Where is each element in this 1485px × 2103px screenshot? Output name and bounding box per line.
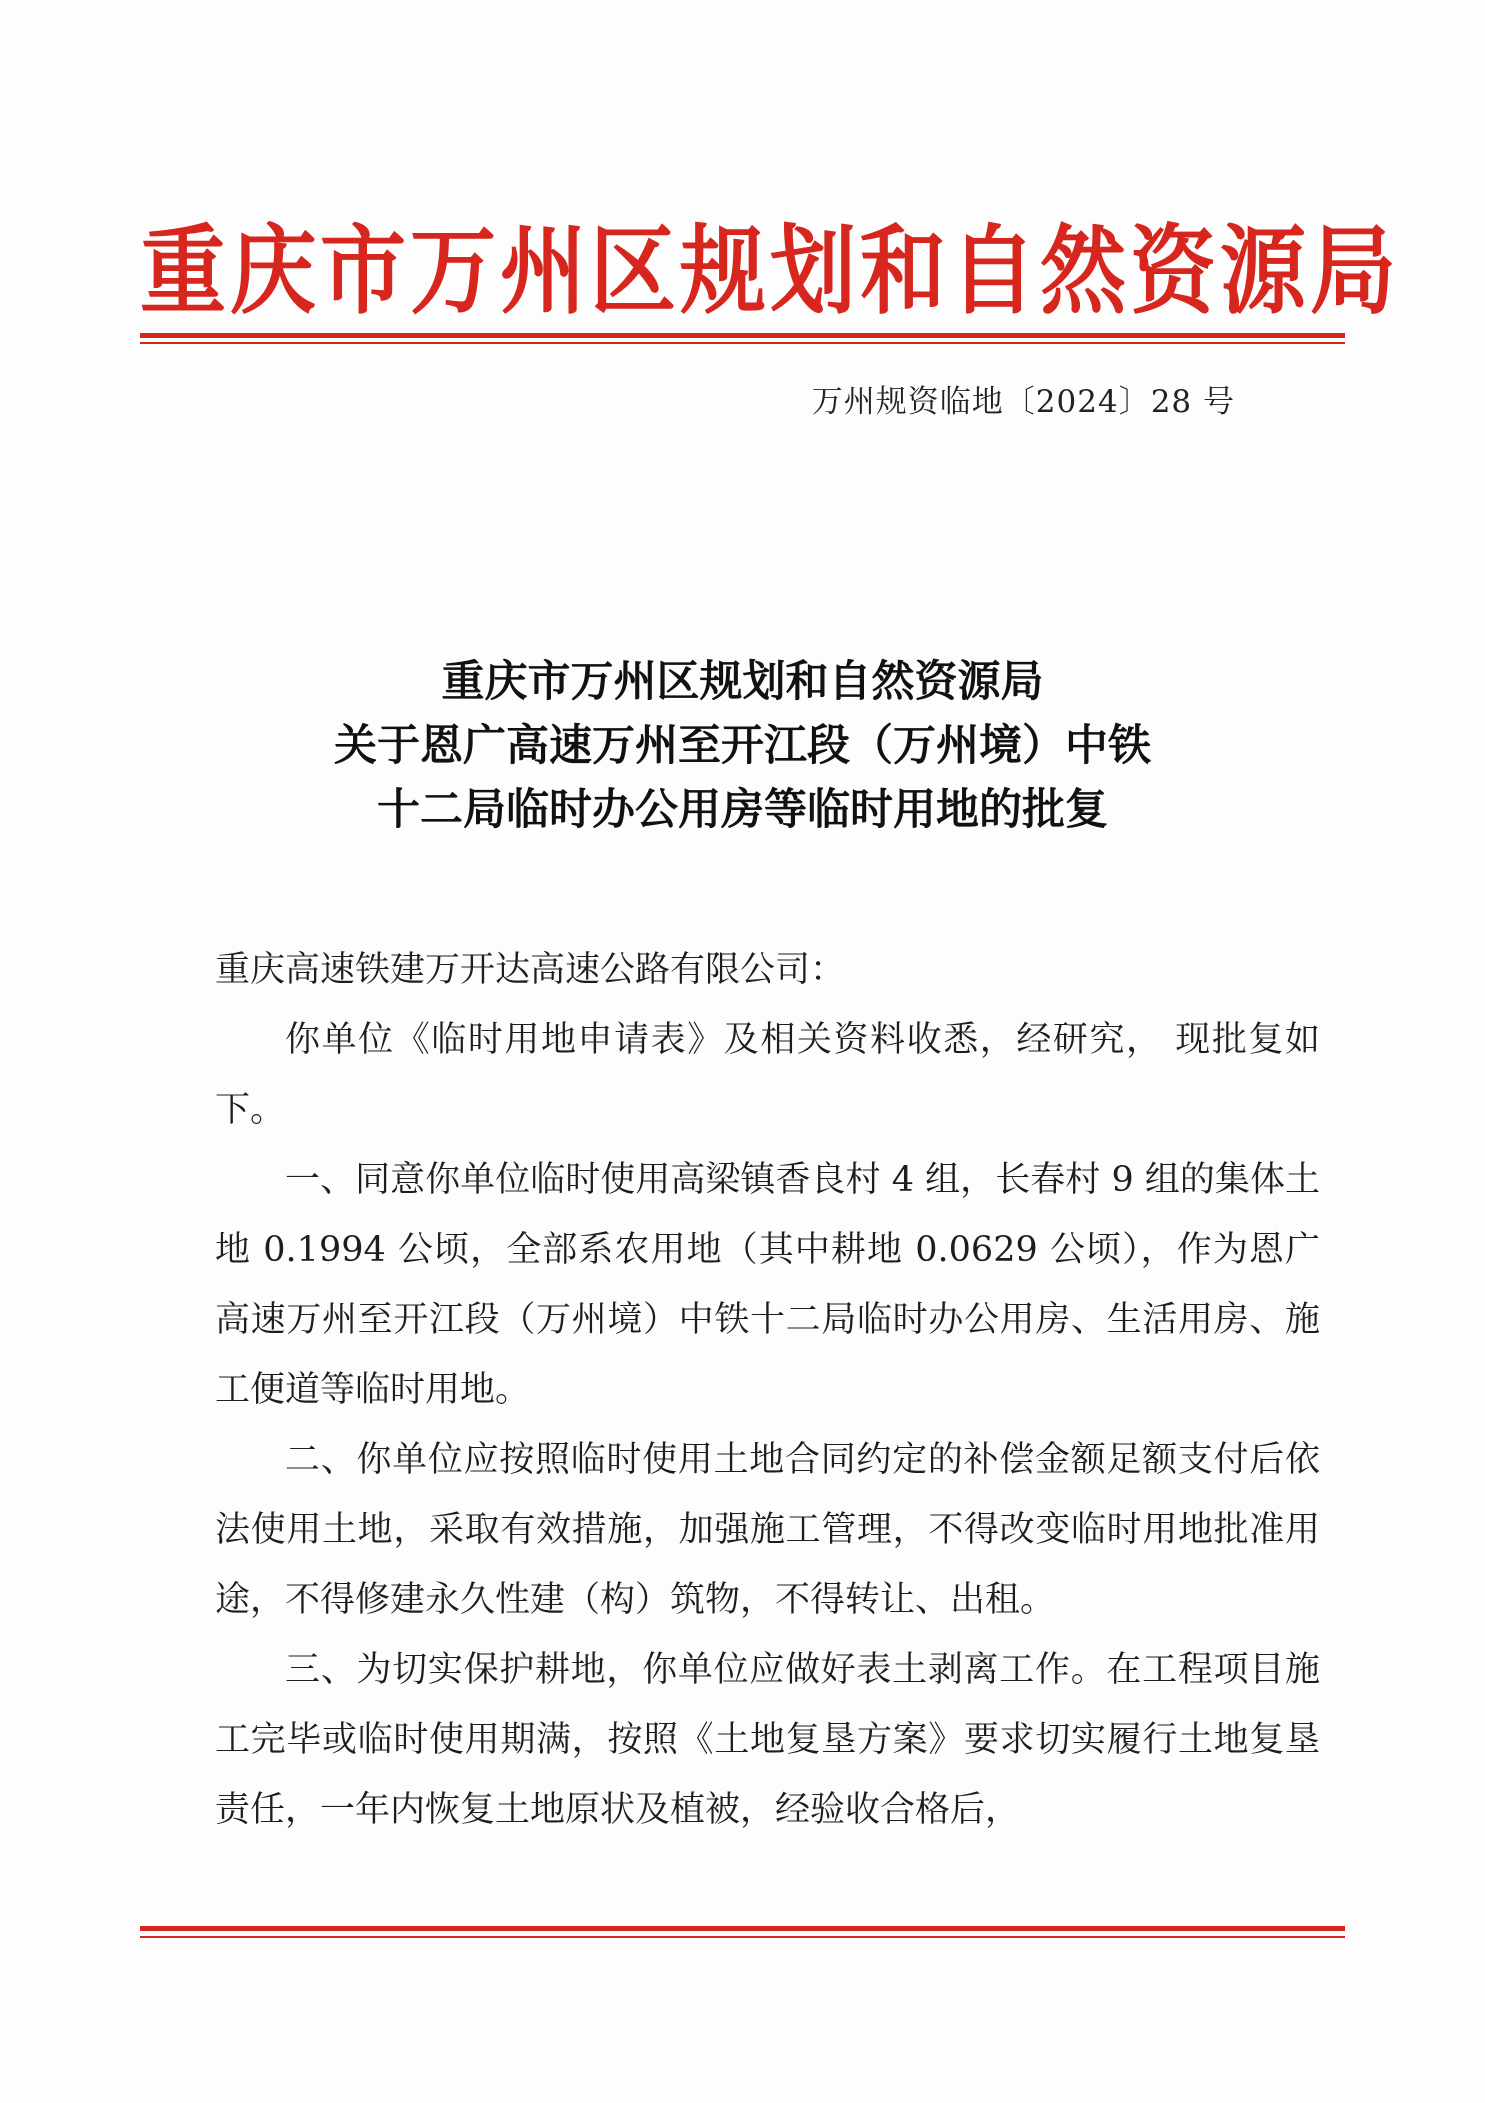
document-body [215, 935, 1320, 1845]
title-line-2: 关于恩广高速万州至开江段（万州境）中铁 [334, 721, 1151, 771]
masthead-rule-thick [140, 333, 1345, 338]
agency-masthead: 重庆市万州区规划和自然资源局 [140, 215, 1400, 329]
paragraph-intro: 你单位《临时用地申请表》及相关资料收悉，经研究， 现批复如下。 [215, 1020, 1320, 1130]
footer-rule-thick [140, 1926, 1345, 1931]
paragraph-item-1: 一、同意你单位临时使用高梁镇香良村 4 组，长春村 9 组的集体土地 0.1994 公顷，全部系农用地（其中耕地 0.0629 公顷），作为恩广高速万州至开江段（万州境）中铁十二局临时办公用房、生活用房、施工便道等临时用地。 [215, 1160, 1320, 1410]
addressee: 重庆高速铁建万开达高速公路有限公司： [215, 950, 846, 990]
paragraph-item-3: 三、为切实保护耕地，你单位应做好表土剥离工作。在工程项目施工完毕或临时使用期满，按照《土地复垦方案》要求切实履行土地复垦责任，一年内恢复土地原状及植被，经验收合格后， [215, 1650, 1320, 1830]
title-line-1: 重庆市万州区规划和自然资源局 [441, 657, 1044, 707]
document-title [160, 650, 1325, 842]
paragraph-item-2: 二、你单位应按照临时使用土地合同约定的补偿金额足额支付后依法使用土地，采取有效措施，加强施工管理，不得改变临时用地批准用途，不得修建永久性建（构）筑物，不得转让、出租。 [215, 1440, 1320, 1620]
document-number: 万州规资临地〔2024〕28 号 [811, 384, 1235, 420]
masthead-rule-thin [140, 342, 1345, 344]
title-line-3: 十二局临时办公用房等临时用地的批复 [377, 785, 1108, 835]
footer-rule-thin [140, 1936, 1345, 1938]
